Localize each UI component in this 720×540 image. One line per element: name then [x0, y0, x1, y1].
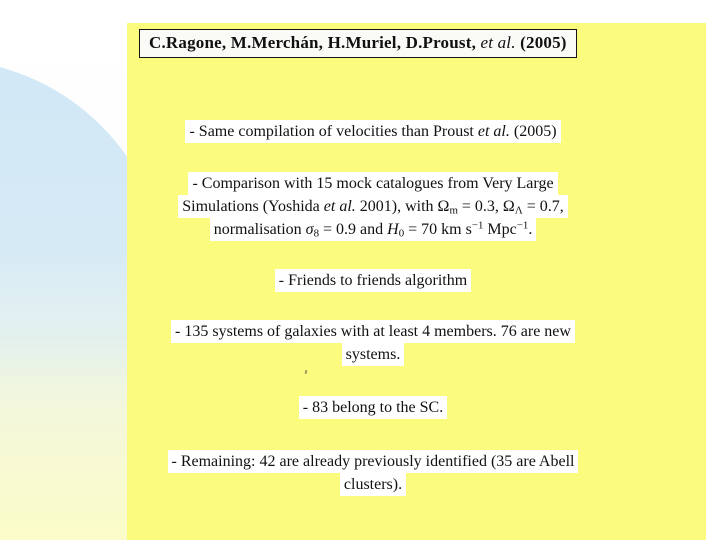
- bullet-item: [127, 396, 619, 419]
- bullet-line-text: [299, 396, 447, 419]
- text-segment: - Same compilation of velocities than Proust: [189, 123, 478, 140]
- text-segment: = 0.9 and: [319, 221, 388, 238]
- bullet-line-text: [185, 120, 560, 143]
- text-segment: systems.: [345, 346, 401, 363]
- bullet-line-text: [168, 450, 579, 473]
- bullet-item: [127, 172, 619, 241]
- text-segment: 2001), with Ω: [355, 198, 450, 215]
- text-segment: m: [449, 204, 458, 217]
- bullet-item: [127, 320, 619, 366]
- text-segment: Simulations (Yoshida: [182, 198, 324, 215]
- text-segment: - Remaining: 42 are already previously identified (35 are Abell: [171, 453, 575, 470]
- bullet-line: [127, 320, 619, 343]
- bullet-line: [127, 450, 619, 473]
- bullet-line-text: [342, 343, 405, 366]
- text-segment: - Friends to friends algorithm: [278, 272, 468, 289]
- bullet-line-text: [178, 195, 568, 218]
- bullet-item: [127, 450, 619, 496]
- text-segment: = 0.3, Ω: [457, 198, 515, 215]
- text-segment: 8: [313, 227, 319, 240]
- text-segment: (2005): [515, 33, 567, 52]
- text-segment: = 70 km s: [404, 221, 472, 238]
- text-segment: - 135 systems of galaxies with at least 4 members. 76 are new: [175, 323, 571, 340]
- text-segment: 0: [398, 227, 405, 240]
- bullet-line-text: [340, 473, 406, 496]
- bullet-item: [127, 120, 619, 143]
- text-segment: - 83 belong to the SC.: [302, 399, 444, 416]
- bullet-line: [127, 269, 619, 292]
- text-segment: = 0.7,: [522, 198, 564, 215]
- text-segment: Λ: [514, 204, 523, 217]
- bullet-line: [127, 218, 619, 241]
- text-segment: normalisation: [213, 221, 306, 238]
- bullet-line-text: [171, 320, 575, 343]
- text-segment: Mpc: [483, 221, 517, 238]
- background-circle-decoration: [0, 59, 127, 515]
- left-decorative-band: [0, 0, 127, 540]
- text-segment: −1: [471, 219, 484, 232]
- bullet-line: [127, 195, 619, 218]
- bullet-line-text: [210, 218, 537, 241]
- text-segment: et al.: [480, 33, 516, 52]
- bullet-line-text: [275, 269, 471, 292]
- text-segment: et al.: [323, 198, 356, 215]
- text-segment: σ: [305, 221, 314, 238]
- text-segment: H: [387, 221, 399, 238]
- bullet-line: [127, 343, 619, 366]
- text-segment: (2005): [509, 123, 557, 140]
- slide-area: [127, 23, 706, 540]
- text-segment: .: [528, 221, 533, 238]
- text-segment: et al.: [477, 123, 510, 140]
- bullet-item: [127, 269, 619, 292]
- bullet-line: [127, 172, 619, 195]
- text-segment: C.Ragone, M.Merchán, H.Muriel, D.Proust,: [149, 33, 481, 52]
- text-segment: clusters).: [343, 476, 403, 493]
- bullet-line: [127, 120, 619, 143]
- bullet-line: [127, 396, 619, 419]
- slide-content: [127, 23, 619, 540]
- bullet-line-text: [188, 172, 557, 195]
- bullet-line: [127, 473, 619, 496]
- text-segment: −1: [516, 219, 529, 232]
- text-segment: - Comparison with 15 mock catalogues from Very Large: [192, 175, 554, 192]
